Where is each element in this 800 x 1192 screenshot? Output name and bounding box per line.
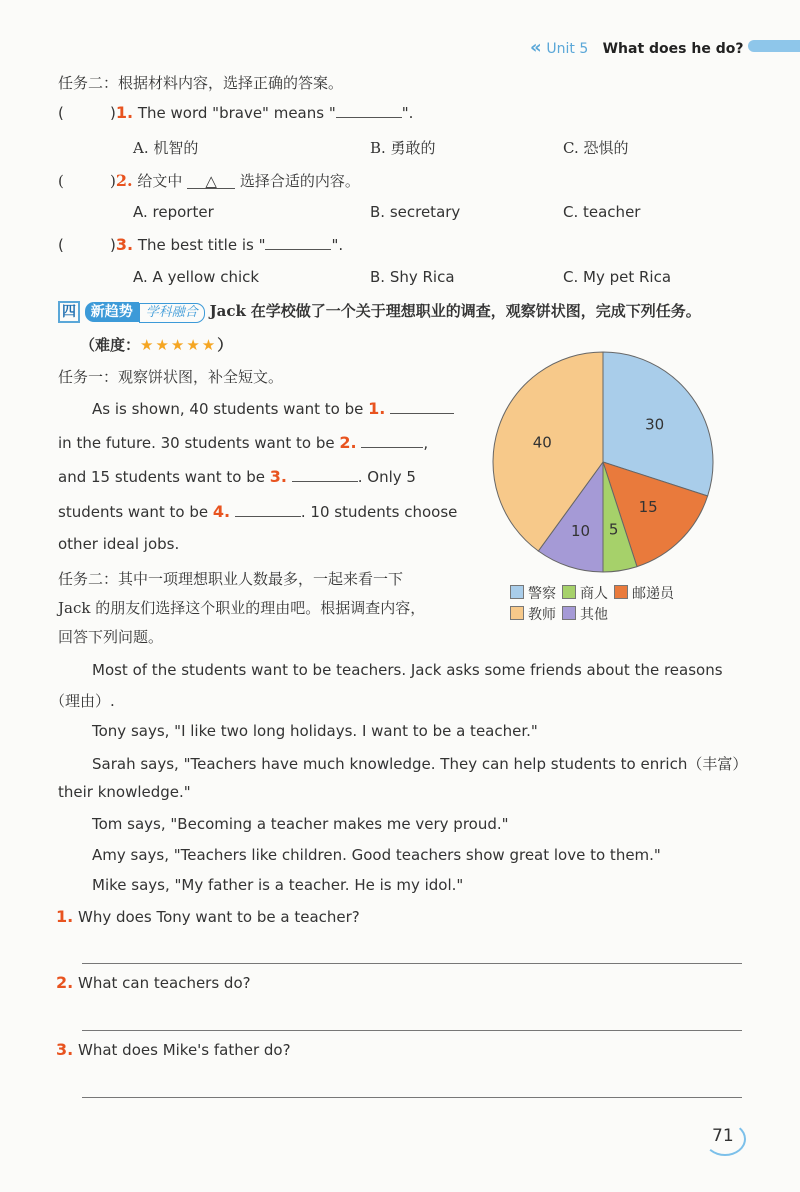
answer-paren-close: ) — [110, 104, 116, 122]
blank-number: 4. — [212, 502, 231, 521]
question-text-end: 选择合适的内容。 — [239, 172, 360, 190]
difficulty — [80, 334, 232, 355]
option-a[interactable]: A. A yellow chick — [133, 268, 260, 286]
answer-paren-close: ) — [110, 172, 116, 190]
para-text: students want to be — [58, 503, 213, 521]
fill-blank-4[interactable] — [235, 502, 301, 517]
open-question-3 — [56, 1040, 291, 1059]
legend-swatch — [510, 606, 524, 620]
option-b[interactable]: B. Shy Rica — [370, 268, 455, 286]
question-text: Why does Tony want to be a teacher? — [78, 908, 360, 926]
triangle-blank — [187, 172, 235, 189]
question-text-end: ". — [401, 104, 414, 122]
fill-blank-1[interactable] — [390, 399, 454, 414]
legend-swatch — [562, 585, 576, 599]
task2a-title: 任务二：根据材料内容，选择正确的答案。 — [58, 74, 344, 92]
task2-line-2: Jack 的朋友们选择这个职业的理由吧。根据调查内容， — [58, 599, 426, 617]
para-line-2 — [58, 433, 428, 452]
reading-line-5: their knowledge." — [58, 783, 191, 801]
legend-label: 教师 — [528, 607, 556, 623]
pie-chart — [488, 347, 718, 577]
legend-label: 商人 — [580, 586, 608, 602]
blank-number: 1. — [368, 399, 386, 418]
option-b[interactable]: B. secretary — [370, 203, 461, 221]
task1-title: 任务一：观察饼状图，补全短文。 — [58, 368, 284, 386]
reading-line-2: （理由）. — [50, 692, 115, 710]
legend-label: 其他 — [580, 607, 608, 623]
student-name: Jack — [209, 302, 246, 320]
header — [530, 37, 743, 58]
answer-paren-open: ( — [58, 172, 64, 190]
question-text: What can teachers do? — [78, 974, 251, 992]
reading-line-3: Tony says, "I like two long holidays. I want to be a teacher." — [92, 722, 538, 740]
para-text: , — [423, 434, 429, 452]
blank-number: 3. — [269, 467, 287, 486]
question-text: 给文中 — [137, 172, 183, 190]
difficulty-label: （难度： — [80, 336, 141, 354]
para-text: . Only 5 — [357, 468, 416, 486]
triangle-icon: △ — [205, 172, 217, 190]
answer-blank[interactable] — [336, 103, 402, 118]
unit-title: What does he do? — [602, 41, 744, 57]
section-number: 四 — [58, 301, 80, 323]
para-text: . 10 students choose — [300, 503, 458, 521]
para-text: in the future. 30 students want to be — [58, 434, 340, 452]
option-c[interactable]: C. teacher — [563, 203, 641, 221]
difficulty-end: ） — [217, 336, 233, 354]
answer-paren-open: ( — [58, 236, 64, 254]
para-line-3 — [58, 467, 416, 486]
legend-row — [510, 583, 730, 604]
para-line-4 — [58, 502, 457, 521]
answer-line-1[interactable] — [82, 963, 742, 964]
question-text: What does Mike's father do? — [78, 1041, 291, 1059]
para-line-1 — [92, 399, 454, 418]
pie-label-其他: 10 — [571, 522, 591, 541]
legend-item — [562, 607, 608, 623]
answer-line-2[interactable] — [82, 1030, 742, 1031]
legend-item — [562, 586, 608, 602]
question-number: 1. — [56, 907, 74, 926]
question-text: The word "brave" means " — [137, 104, 336, 122]
task2-line-3: 回答下列问题。 — [58, 628, 164, 646]
pie-label-商人: 5 — [608, 520, 619, 539]
reading-line-7: Amy says, "Teachers like children. Good teachers show great love to them." — [92, 846, 661, 864]
option-c[interactable]: C. 恐惧的 — [563, 139, 629, 157]
question-number: 3. — [115, 235, 134, 254]
page-number: 71 — [712, 1126, 734, 1146]
chevron-left-icon: « — [530, 37, 542, 58]
trend-badge: 新趋势 — [85, 302, 139, 322]
legend-item — [510, 607, 556, 623]
legend-label: 邮递员 — [632, 586, 674, 602]
mc-question-2 — [58, 170, 360, 191]
open-question-1 — [56, 907, 360, 926]
open-question-2 — [56, 973, 251, 992]
question-text-end: ". — [331, 236, 344, 254]
reading-line-1: Most of the students want to be teachers. Jack asks some friends about the reasons — [92, 661, 723, 679]
question-number: 2. — [115, 171, 133, 190]
question-number: 2. — [56, 973, 74, 992]
blank-number: 2. — [339, 433, 357, 452]
option-c[interactable]: C. My pet Rica — [563, 268, 672, 286]
option-a[interactable]: A. 机智的 — [133, 139, 199, 157]
answer-paren-close: ) — [110, 236, 116, 254]
pie-label-警察: 30 — [645, 415, 665, 434]
legend-swatch — [510, 585, 524, 599]
reading-line-8: Mike says, "My father is a teacher. He is my idol." — [92, 876, 464, 894]
unit-label: Unit 5 — [546, 41, 589, 57]
legend-swatch — [614, 585, 628, 599]
answer-paren-open: ( — [58, 104, 64, 122]
legend-label: 警察 — [528, 586, 556, 602]
fill-blank-3[interactable] — [292, 467, 358, 482]
task2-line-1: 任务二：其中一项理想职业人数最多，一起来看一下 — [58, 570, 404, 588]
section-4-heading — [58, 300, 701, 323]
question-number: 1. — [115, 103, 134, 122]
legend-item — [614, 586, 674, 602]
mc-question-1 — [58, 103, 413, 122]
fill-blank-2[interactable] — [361, 433, 423, 448]
pie-label-邮递员: 15 — [638, 498, 658, 517]
subject-badge: 学科融合 — [139, 303, 205, 323]
header-bar — [748, 40, 800, 52]
question-number: 3. — [56, 1040, 74, 1059]
para-line-5: other ideal jobs. — [58, 535, 180, 553]
star-icon: ★★★★★ — [140, 336, 218, 354]
option-a[interactable]: A. reporter — [133, 203, 214, 221]
pie-label-教师: 40 — [532, 433, 552, 452]
answer-blank[interactable] — [265, 235, 331, 250]
legend-row — [510, 604, 730, 625]
question-text: The best title is " — [137, 236, 266, 254]
chart-legend — [510, 583, 730, 625]
section-intro: 在学校做了一个关于理想职业的调查，观察饼状图，完成下列任务。 — [250, 302, 701, 320]
option-b[interactable]: B. 勇敢的 — [370, 139, 436, 157]
reading-line-6: Tom says, "Becoming a teacher makes me very proud." — [92, 815, 509, 833]
para-text: As is shown, 40 students want to be — [92, 400, 369, 418]
para-text: and 15 students want to be — [58, 468, 270, 486]
answer-line-3[interactable] — [82, 1097, 742, 1098]
legend-item — [510, 586, 556, 602]
legend-swatch — [562, 606, 576, 620]
mc-question-3 — [58, 235, 343, 254]
reading-line-4: Sarah says, "Teachers have much knowledge. They can help students to enrich（丰富） — [92, 755, 748, 773]
